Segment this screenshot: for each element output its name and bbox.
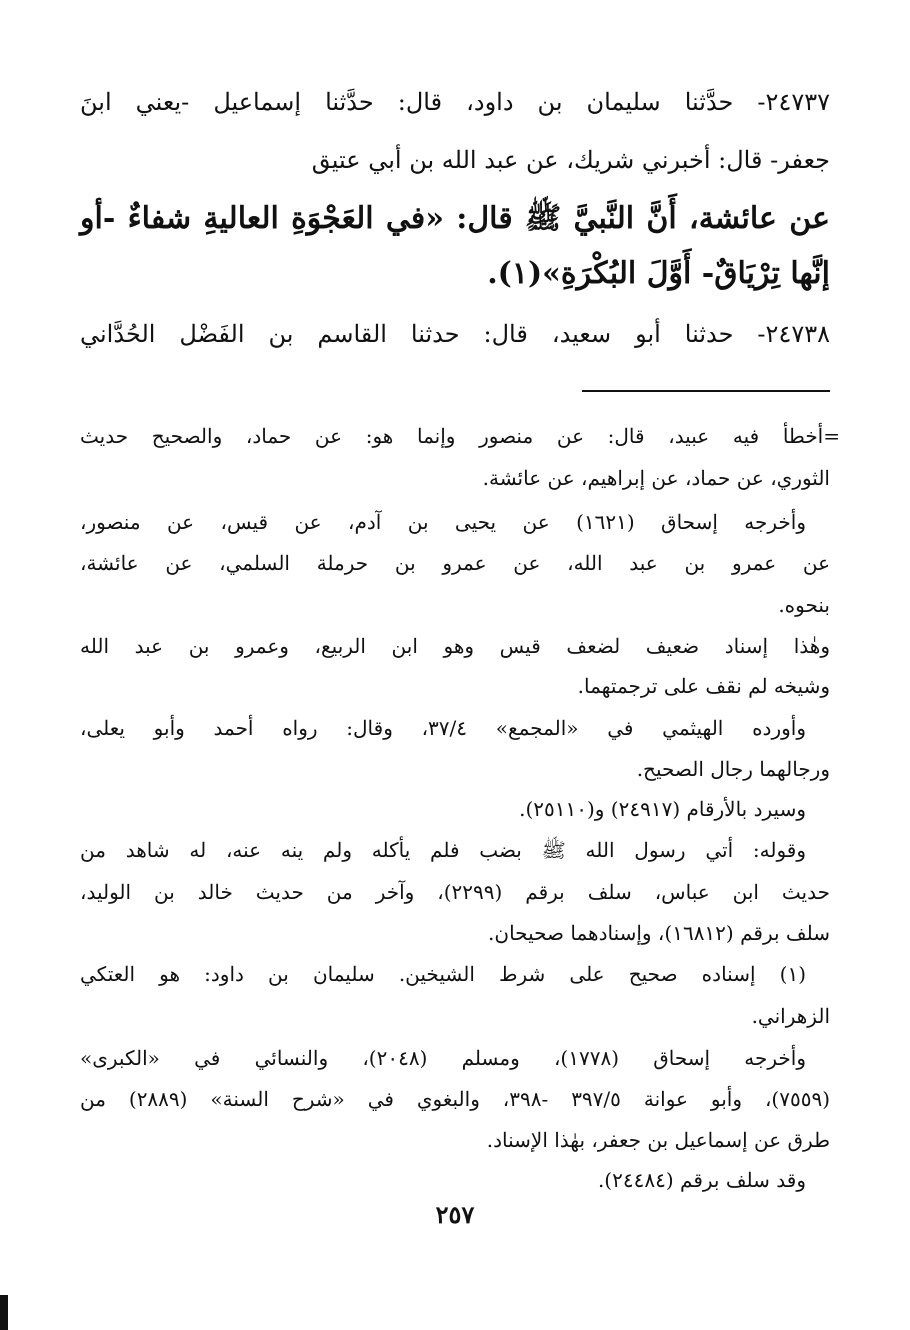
footnote-line: وشيخه لم نقف على ترجمتهما. — [577, 674, 830, 698]
footnote-line: الثوري، عن حماد، عن إبراهيم، عن عائشة. — [482, 466, 830, 490]
footnote-line: سلف برقم (١٦٨١٢)، وإسنادهما صحيحان. — [488, 921, 830, 945]
page-number: ٢٥٧ — [435, 1200, 475, 1229]
footnote-line: =أخطأ فيه عبيد، قال: عن منصور وإنما هو: عن حماد، والصحيح حديث — [80, 424, 840, 448]
main-text-line: ٢٤٧٣٨- حدثنا أبو سعيد، قال: حدثنا القاسم بن الفَضْل الحُدَّاني — [80, 320, 830, 348]
footnote-line: وسيرد بالأرقام (٢٤٩١٧) و(٢٥١١٠). — [519, 797, 806, 821]
hadith-text-line: عن عائشة، أَنَّ النَّبيَّ ﷺ قال: «في العَجْوَةِ العاليةِ شفاءٌ -أو — [80, 201, 830, 236]
hadith-text-line: إنَّها تِرْيَاقٌ- أَوَّلَ البُكْرَةِ»(١). — [487, 256, 830, 291]
footnote-line: بنحوه. — [778, 593, 830, 617]
footnote-line: طرق عن إسماعيل بن جعفر، بهٰذا الإسناد. — [486, 1128, 830, 1152]
footnote-line: ورجالهما رجال الصحيح. — [636, 757, 830, 781]
footnote-line: (١) إسناده صحيح على شرط الشيخين. سليمان بن داود: هو العتكي — [80, 962, 806, 986]
footnote-line: الزهراني. — [751, 1004, 830, 1028]
main-text-line: ٢٤٧٣٧- حدَّثنا سليمان بن داود، قال: حدَّثنا إسماعيل -يعني ابنَ — [80, 88, 830, 116]
footnote-line: عن عمرو بن عبد الله، عن عمرو بن حرملة السلمي، عن عائشة، — [80, 551, 830, 575]
footnote-line: (٧٥٥٩)، وأبو عوانة ٣٩٧/٥ -٣٩٨، والبغوي في «شرح السنة» (٢٨٨٩) من — [80, 1087, 830, 1111]
scan-edge-mark — [0, 1295, 8, 1330]
footnote-line: حديث ابن عباس، سلف برقم (٢٢٩٩)، وآخر من حديث خالد بن الوليد، — [80, 880, 830, 904]
main-text-line: جعفر- قال: أخبرني شريك، عن عبد الله بن أبي عتيق — [311, 146, 830, 174]
footnote-line: وأخرجه إسحاق (١٧٧٨)، ومسلم (٢٠٤٨)، والنسائي في «الكبرى» — [80, 1046, 807, 1070]
footnote-line: وقوله: أتي رسول الله ﷺ بضب فلم يأكله ولم ينه عنه، له شاهد من — [80, 838, 806, 862]
footnote-separator — [582, 390, 830, 392]
footnote-line: وأخرجه إسحاق (١٦٢١) عن يحيى بن آدم، عن قيس، عن منصور، — [80, 510, 806, 534]
footnote-line: وهٰذا إسناد ضعيف لضعف قيس وهو ابن الربيع، وعمرو بن عبد الله — [80, 634, 830, 658]
footnote-line: وأورده الهيثمي في «المجمع» ٣٧/٤، وقال: رواه أحمد وأبو يعلى، — [80, 716, 806, 740]
footnote-line: وقد سلف برقم (٢٤٤٨٤). — [597, 1168, 806, 1192]
